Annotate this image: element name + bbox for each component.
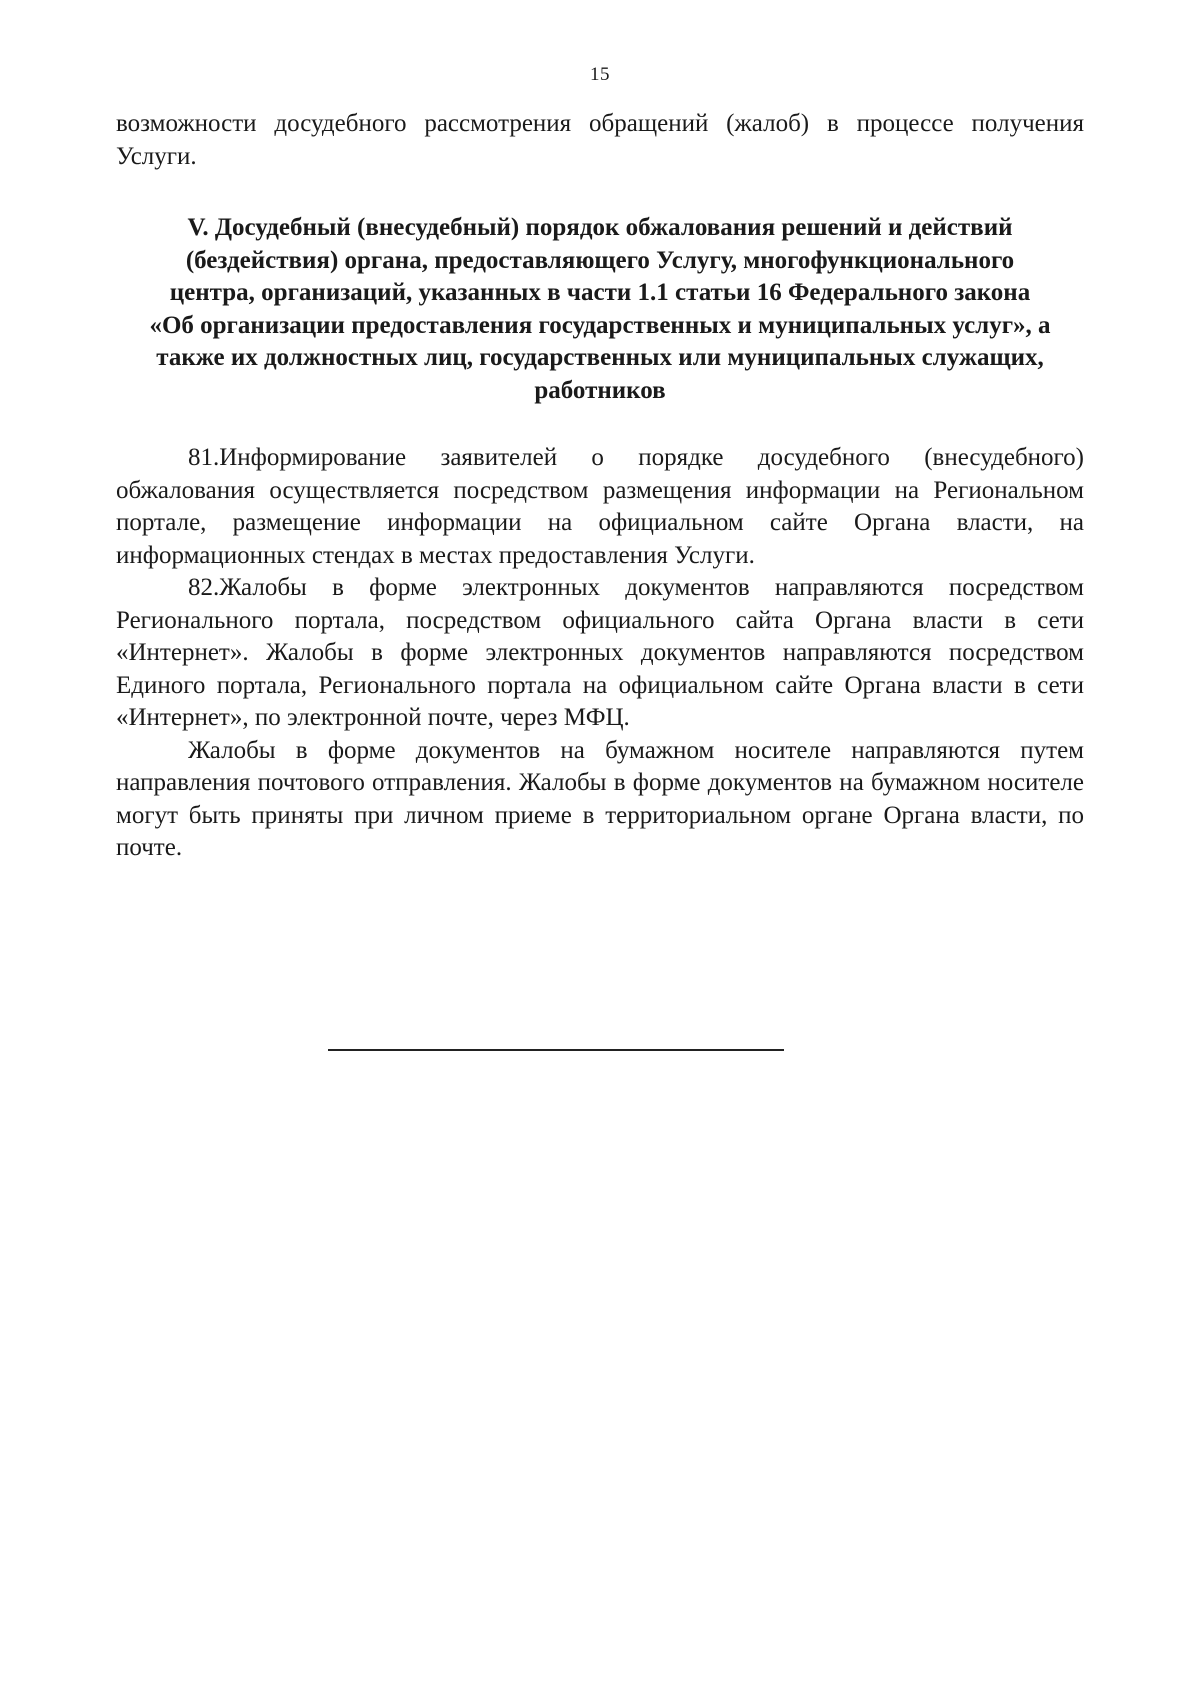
section-heading-line: V. Досудебный (внесудебный) порядок обжалования решений и действий xyxy=(187,214,1013,241)
paragraph-81: 81.Информирование заявителей о порядке досудебного (внесудебного) обжалования осуществляется посредством размещения информации на Региональном портале, размещение информации на официальном сайте Органа власти, на информационных стендах в местах предоставления Услуги. xyxy=(116,444,1084,569)
section-heading-line: (бездействия) органа, предоставляющего Услугу, многофункционального xyxy=(185,246,1015,274)
section-heading-line: также их должностных лиц, государственных или муниципальных служащих, xyxy=(156,344,1044,371)
paragraph-82: 82.Жалобы в форме электронных документов направляются посредством Регионального портала, посредством официального сайта Органа власти в сети «Интернет». Жалобы в форме электронных документов направляются посредством Единого портала, Регионального портала на официальном сайте Органа власти в сети «Интернет», по электронной почте, через МФЦ. xyxy=(116,574,1084,731)
section-heading-line: работников xyxy=(534,376,666,404)
section-heading-line: «Об организации предоставления государственных и муниципальных услуг», а xyxy=(149,311,1051,339)
section-heading-line: центра, организаций, указанных в части 1.1 статьи 16 Федерального закона xyxy=(169,279,1031,306)
intro-paragraph: возможности досудебного рассмотрения обращений (жалоб) в процессе получения Услуги. xyxy=(116,110,1084,170)
document-body xyxy=(116,108,1084,865)
section-heading xyxy=(116,212,1084,407)
page-number: 15 xyxy=(590,64,610,85)
end-of-text-rule xyxy=(328,1049,784,1051)
paragraph-paper-complaints: Жалобы в форме документов на бумажном носителе направляются путем направления почтового отправления. Жалобы в форме документов на бумажном носителе могут быть приняты при личном приеме в территориальном органе Органа власти, по почте. xyxy=(116,736,1084,861)
